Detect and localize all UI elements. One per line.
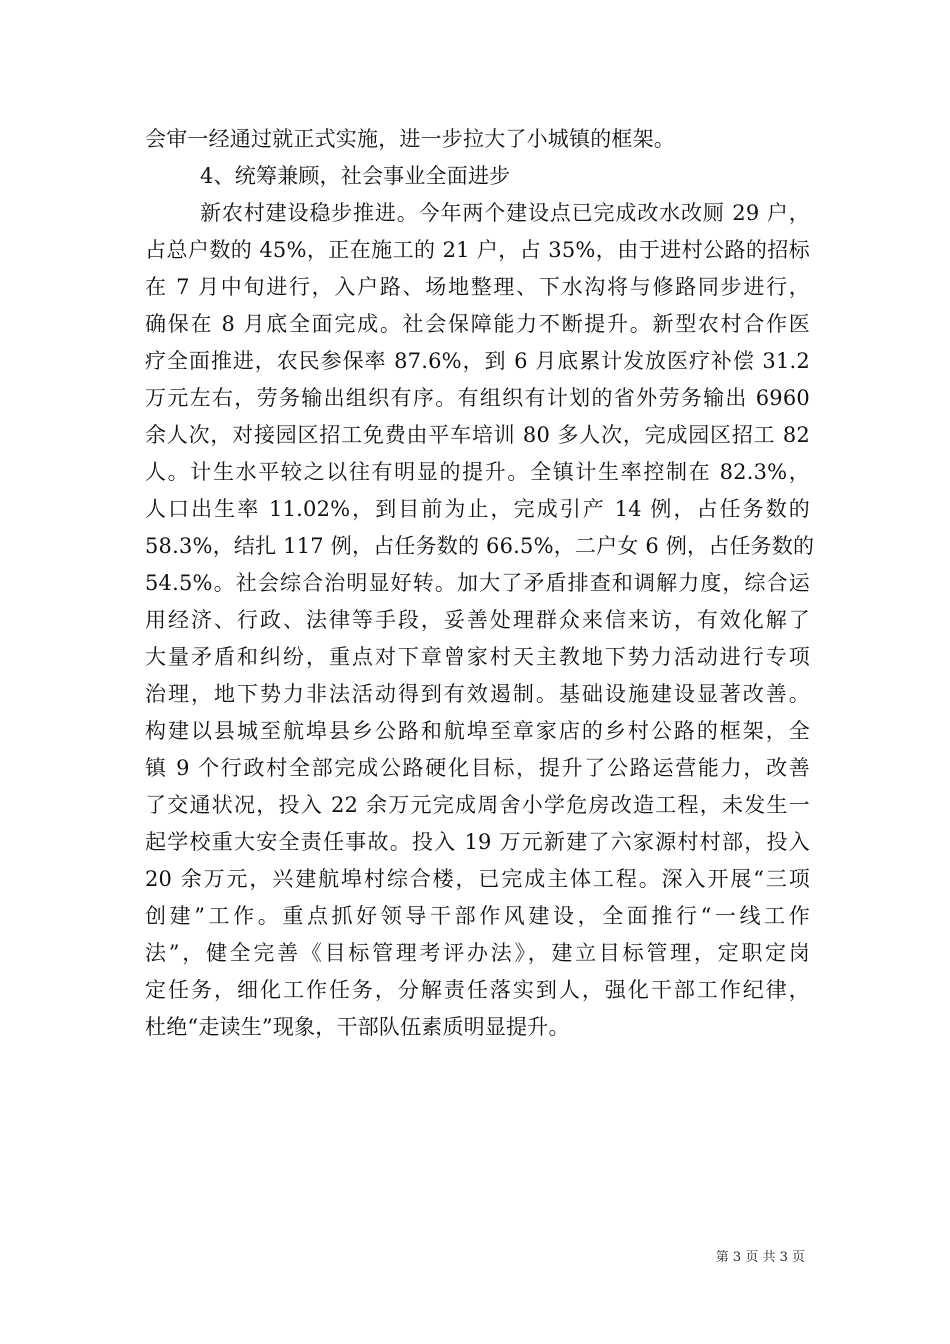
paragraph-last-line: 杜绝“走读生”现象，干部队伍素质明显提升。 <box>145 1015 570 1039</box>
text-line: 20 余万元，兴建航埠村综合楼，已完成主体工程。深入开展“三项 <box>145 867 810 891</box>
text-line: 起学校重大安全责任事故。投入 19 万元新建了六家源村村部，投入 <box>145 830 810 854</box>
text-line: 治理，地下势力非法活动得到有效遏制。基础设施建设显著改善。 <box>145 682 810 706</box>
text-line: 58.3%，结扎 117 例，占任务数的 66.5%，二户女 6 例，占任务数的 <box>145 534 815 558</box>
text-line: 占总户数的 45%，正在施工的 21 户，占 35%，由于进村公路的招标 <box>145 238 810 262</box>
text-line: 万元左右，劳务输出组织有序。有组织有计划的省外劳务输出 6960 <box>145 386 810 410</box>
text-line: 确保在 8 月底全面完成。社会保障能力不断提升。新型农村合作医 <box>145 312 810 336</box>
text-line: 镇 9 个行政村全部完成公路硬化目标，提升了公路运营能力，改善 <box>145 756 810 780</box>
text-line: 疗全面推进，农民参保率 87.6%，到 6 月底累计发放医疗补偿 31.2 <box>145 349 810 373</box>
text-line: 人口出生率 11.02%，到目前为止，完成引产 14 例，占任务数的 <box>145 497 810 521</box>
text-line: 余人次，对接园区招工免费由平车培训 80 多人次，完成园区招工 82 <box>145 423 810 447</box>
text-line: 了交通状况，投入 22 余万元完成周舍小学危房改造工程，未发生一 <box>145 793 810 817</box>
text-line: 定任务，细化工作任务，分解责任落实到人，强化干部工作纪律， <box>145 978 810 1002</box>
text-line: 人。计生水平较之以往有明显的提升。全镇计生率控制在 82.3%， <box>145 460 810 484</box>
text-line: 构建以县城至航埠县乡公路和航埠至章家店的乡村公路的框架，全 <box>145 719 810 743</box>
text-line: 54.5%。社会综合治明显好转。加大了矛盾排查和调解力度，综合运 <box>145 571 810 595</box>
text-line: 创建”工作。重点抓好领导干部作风建设，全面推行“一线工作 <box>145 904 810 928</box>
page-number-footer: 第 3 页 共 3 页 <box>715 1250 805 1265</box>
text-line: 法”，健全完善《目标管理考评办法》，建立目标管理，定职定岗 <box>145 941 810 965</box>
text-line: 会审一经通过就正式实施，进一步拉大了小城镇的框架。 <box>145 127 675 151</box>
paragraph-first-line: 新农村建设稳步推进。今年两个建设点已完成改水改厕 29 户， <box>200 201 810 225</box>
text-line: 在 7 月中旬进行，入户路、场地整理、下水沟将与修路同步进行， <box>145 275 810 299</box>
section-heading: 4、统筹兼顾，社会事业全面进步 <box>200 164 511 188</box>
text-line: 大量矛盾和纠纷，重点对下章曾家村天主教地下势力活动进行专项 <box>145 645 810 669</box>
text-line: 用经济、行政、法律等手段，妥善处理群众来信来访，有效化解了 <box>145 608 810 632</box>
